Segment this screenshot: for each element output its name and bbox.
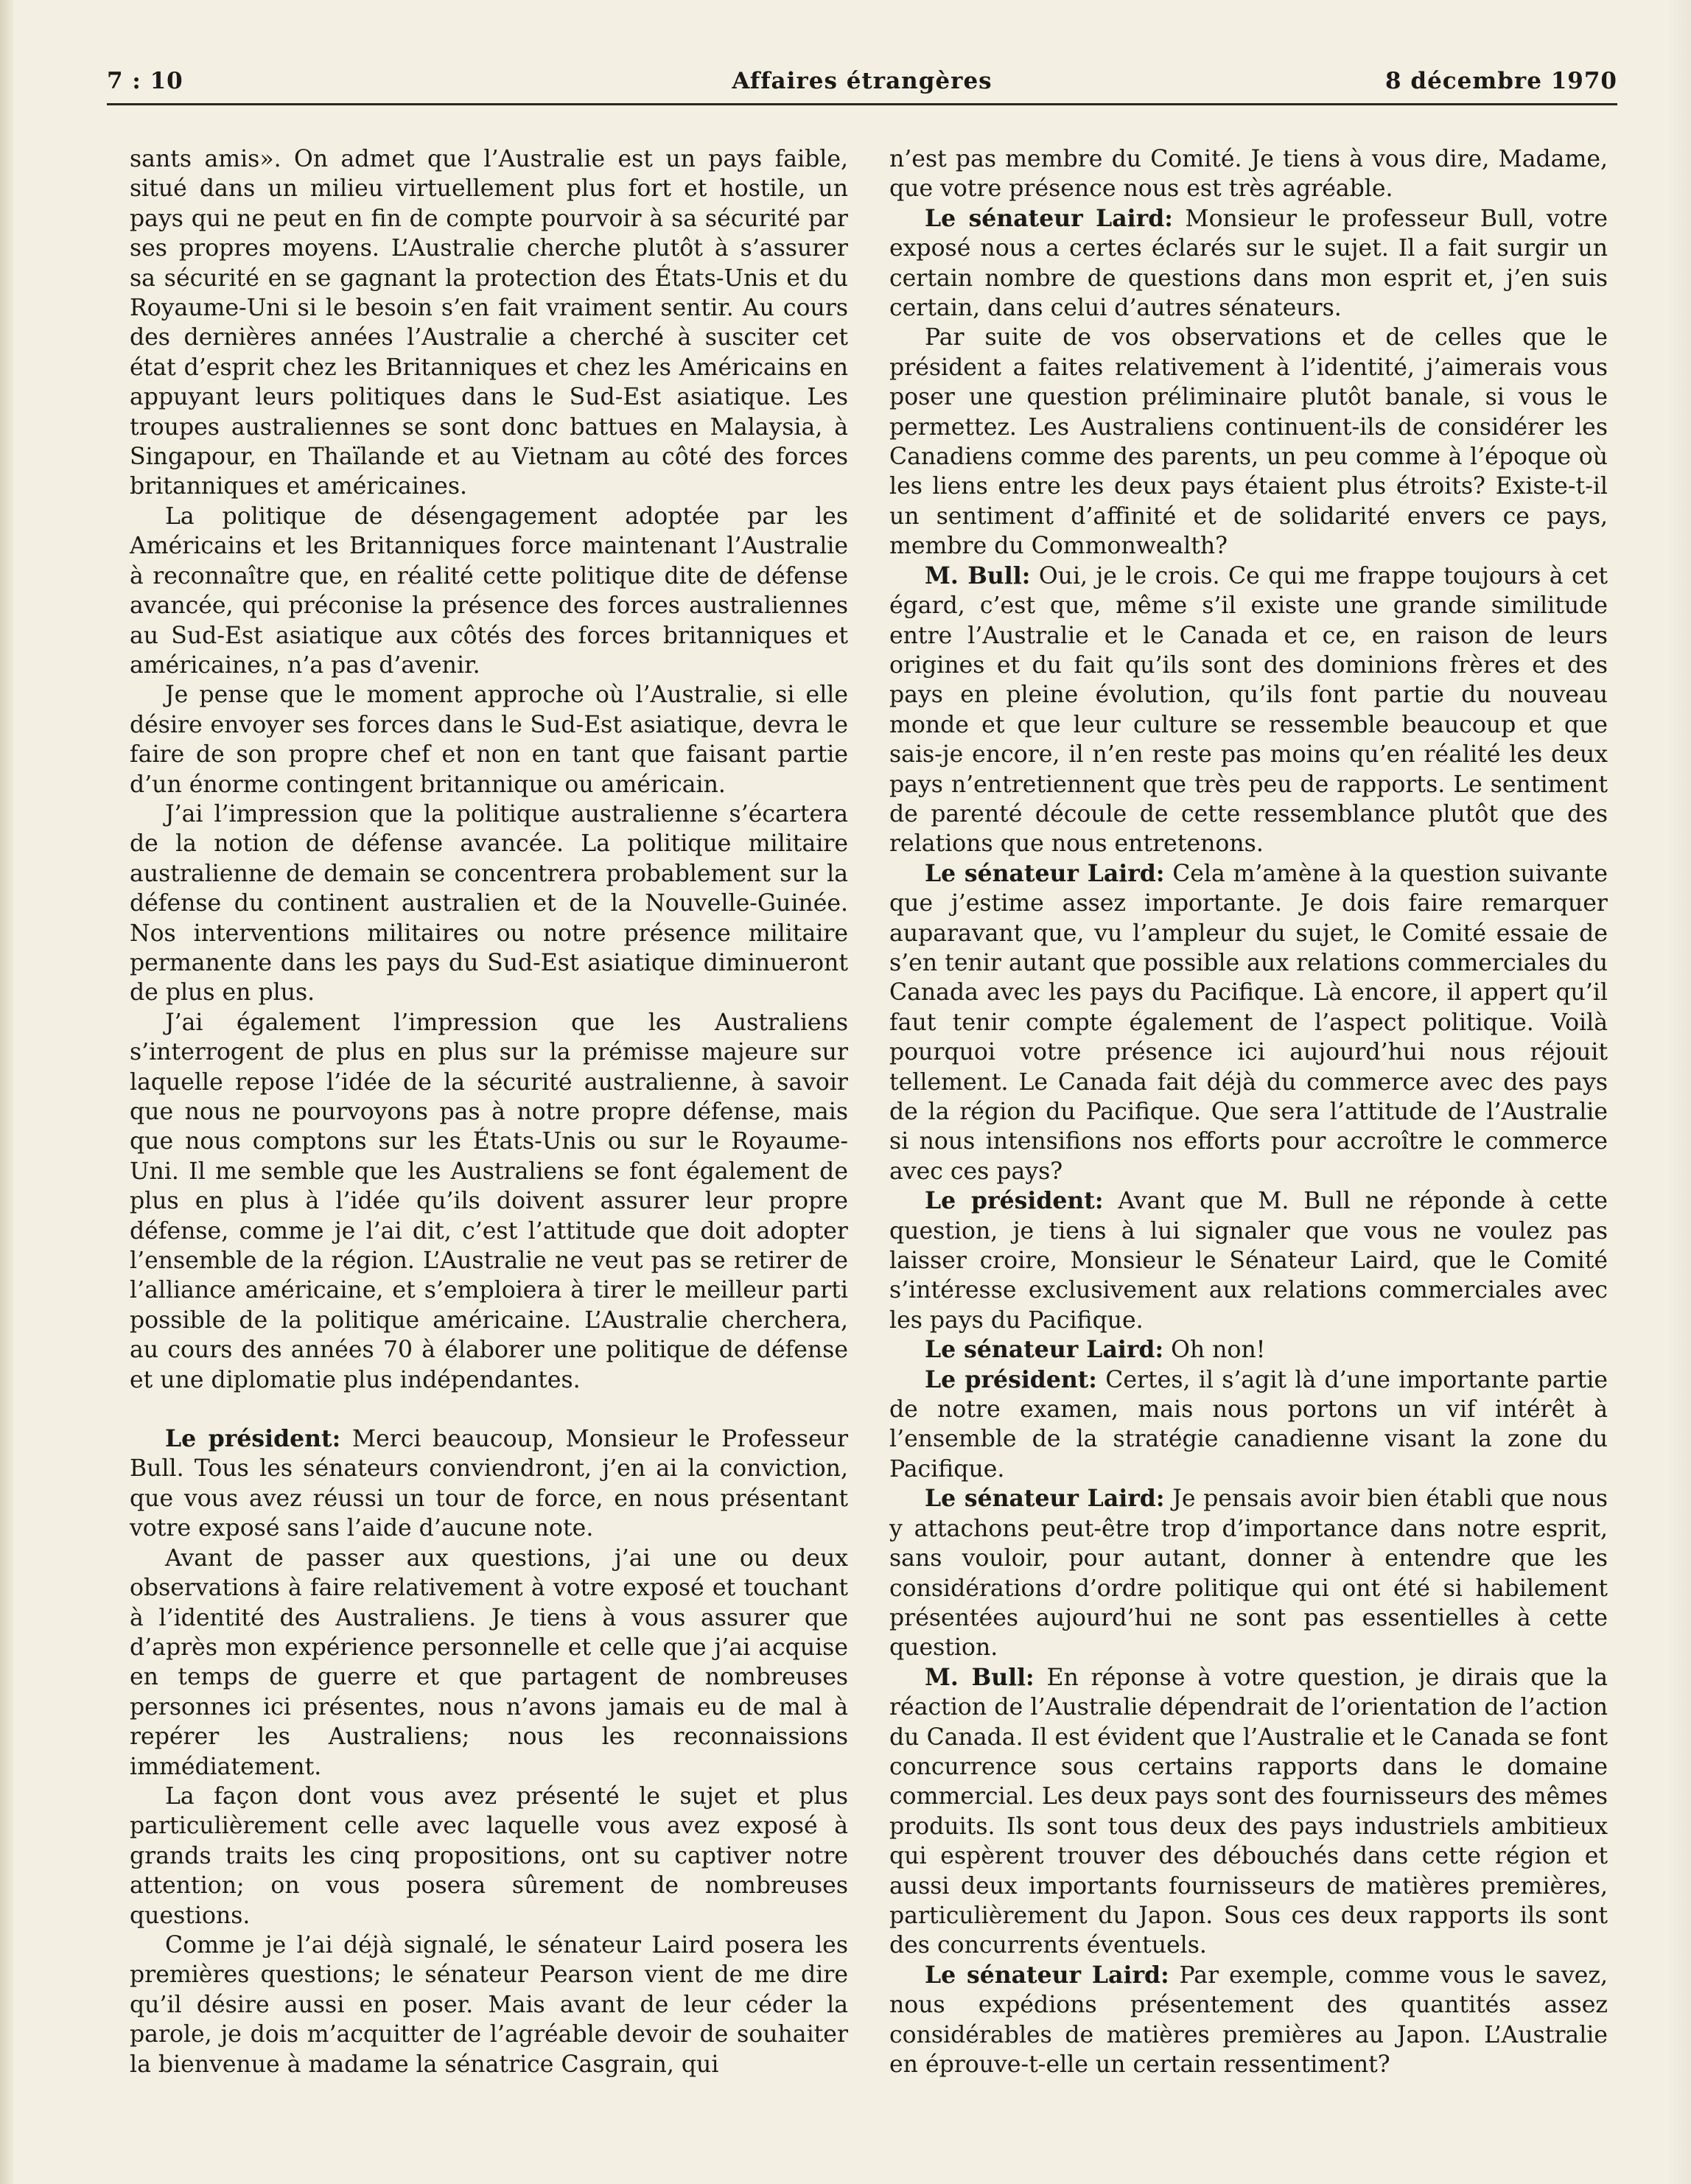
speaker-name: Le sénateur Laird:: [925, 1336, 1164, 1364]
speaker-name: Le sénateur Laird:: [925, 204, 1173, 232]
speaker-paragraph: [889, 1484, 1608, 1662]
speaker-name: Le sénateur Laird:: [925, 1485, 1165, 1513]
header-rule: [107, 103, 1617, 105]
paragraph-text: Merci beaucoup, Monsieur le Professeur Bull. Tous les sénateurs conviendront, j’en ai la conviction, que vous avez réussi un tour de force, en nous présentant votre exposé sans l’aide d’aucune note.: [130, 1426, 849, 1542]
speaker-name: Le sénateur Laird:: [925, 1961, 1169, 1989]
paragraph-text: Avant que M. Bull ne réponde à cette question, je tiens à lui signaler que vous ne voulez pas laisser croire, Monsieur le Sénateur Laird, que le Comité s’intéresse exclusivement aux relations commerciales avec les pays du Pacifique.: [889, 1188, 1608, 1334]
speaker-name: Le président:: [165, 1425, 341, 1453]
speaker-paragraph: [889, 204, 1608, 323]
paragraph-text: Oh non!: [1171, 1337, 1266, 1364]
paragraph-text: Oui, je le crois. Ce qui me frappe toujours à cet égard, c’est que, même s’il existe une grande similitude entre l’Australie et le Canada et ce, en raison de leurs origines et du fait qu’ils sont des dominions frères et des pays en pleine évolution, qu’ils font partie du nouveau monde et que leur culture se ressemble beaucoup et que sais-je encore, il n’en reste pas moins qu’en réalité les deux pays n’entretiennent que très peu de rapports. Le sentiment de parenté découle de cette ressemblance plutôt que des relations que nous entretenons.: [889, 562, 1608, 858]
speaker-paragraph: [130, 1424, 848, 1544]
paragraph-text: En réponse à votre question, je dirais que la réaction de l’Australie dépendrait de l’orientation de l’action du Canada. Il est évident que l’Australie et le Canada se font concurrence sous certains rapports dans le domaine commercial. Les deux pays sont des fournisseurs des mêmes produits. Ils sont tous deux des pays industriels ambitieux qui espèrent trouver des débouchés dans cette région et aussi deux importants fournisseurs de matières premières, particulièrement du Japon. Sous ces deux rapports ils sont des concurrents éventuels.: [889, 1664, 1608, 1959]
paragraph: [889, 323, 1608, 561]
page-number: 7 : 10: [107, 68, 183, 94]
speaker-paragraph: [889, 859, 1608, 1186]
paragraph-text: Avant de passer aux questions, j’ai une ou deux observations à faire relativement à votre exposé et touchant à l’identité des Australiens. Je tiens à vous assurer que d’après mon expérience personnelle et celle que j’ai acquise en temps de guerre et que partagent de nombreuses personnes ici présentes, nous n’avons jamais eu de mal à repérer les Australiens; nous les reconnaissions immédiatement.: [130, 1544, 848, 1780]
speaker-paragraph: [889, 1186, 1608, 1335]
speaker-name: M. Bull:: [925, 561, 1031, 589]
paragraph-text: J’ai également l’impression que les Australiens s’interrogent de plus en plus sur la prémisse majeure sur laquelle repose l’idée de la sécurité australienne, à savoir que nous ne pourvoyons pas à notre propre défense, mais que nous comptons sur les États-Unis ou sur le Royaume-Uni. Il me semble que les Australiens se font également de plus en plus à l’idée qu’ils doivent assurer leur propre défense, comme je l’ai dit, c’est l’attitude que doit adopter l’ensemble de la région. L’Australie ne veut pas se retirer de l’alliance américaine, et s’emploiera à tirer le meilleur parti possible de la politique américaine. L’Australie cherchera, au cours des années 70 à élaborer une politique de défense et une diplomatie plus indépendantes.: [130, 1009, 848, 1393]
paragraph-text: Comme je l’ai déjà signalé, le sénateur Laird posera les premières questions; le sénateur Pearson vient de me dire qu’il désire aussi en poser. Mais avant de leur céder la parole, je dois m’acquitter de l’agréable devoir de souhaiter la bienvenue à madame la sénatrice Casgrain, qui: [130, 1931, 848, 2078]
paragraph: [130, 502, 848, 680]
paragraph-text: Je pense que le moment approche où l’Australie, si elle désire envoyer ses forces dans le Sud-Est asiatique, devra le faire de son propre chef et non en tant que faisant partie d’un énorme contingent britannique ou américain.: [130, 682, 848, 798]
page-binding-edge: [0, 0, 13, 2184]
paragraph-text: Par exemple, comme vous le savez, nous expédions présentement des quantités assez considérables de matières premières au Japon. L’Australie en éprouve-t-elle un certain ressentiment?: [889, 1961, 1608, 2078]
paragraph-text: Je pensais avoir bien établi que nous y attachons peut-être trop d’importance dans notre esprit, sans vouloir, pour autant, donner à entendre que les considérations d’ordre politique qui ont été si habilement présentées aujourd’hui ne sont pas essentielles à cette question.: [889, 1485, 1608, 1662]
speaker-name: Le président:: [925, 1365, 1097, 1393]
publication-title: Affaires étrangères: [732, 68, 992, 94]
paragraph-text: Certes, il s’agit là d’une importante partie de notre examen, mais nous portons un vif intérêt à l’ensemble de la stratégie canadienne visant la zone du Pacifique.: [889, 1366, 1608, 1483]
paragraph-text: n’est pas membre du Comité. Je tiens à vous dire, Madame, que votre présence nous est très agréable.: [889, 146, 1608, 203]
right-column: [889, 144, 1608, 2079]
paragraph: [130, 799, 848, 1008]
paragraph: [130, 144, 848, 502]
paragraph-text: Cela m’amène à la question suivante que j’estime assez importante. Je dois faire remarquer auparavant que, vu l’ampleur du sujet, le Comité essaie de s’en tenir autant que possible aux relations commerciales du Canada avec les pays du Pacifique. Là encore, il appert qu’il faut tenir compte également de l’aspect politique. Voilà pourquoi votre présence ici aujourd’hui nous réjouit tellement. Le Canada fait déjà du commerce avec des pays de la région du Pacifique. Que sera l’attitude de l’Australie si nous intensifions nos efforts pour accroître le commerce avec ces pays?: [889, 860, 1608, 1185]
speaker-paragraph: [889, 1335, 1608, 1365]
paragraph: [130, 1931, 848, 2079]
speaker-name: Le sénateur Laird:: [925, 859, 1165, 887]
speaker-paragraph: [889, 1961, 1608, 2080]
paragraph: [130, 1544, 848, 1782]
paragraph-text: Par suite de vos observations et de celles que le président a faites relativement à l’identité, j’aimerais vous poser une question préliminaire plutôt banale, si vous le permettez. Les Australiens continuent-ils de considérer les Canadiens comme des parents, un peu comme à l’époque où les liens entre les deux pays étaient plus étroits? Existe-t-il un sentiment d’affinité et de solidarité envers ce pays, membre du Commonwealth?: [889, 324, 1608, 560]
paragraph-text: La façon dont vous avez présenté le sujet et plus particulièrement celle avec laquelle vous avez exposé à grands traits les cinq propositions, ont su captiver notre attention; on vous posera sûrement de nombreuses questions.: [130, 1782, 848, 1929]
paragraph-text: sants amis». On admet que l’Australie est un pays faible, situé dans un milieu virtuellement plus fort et hostile, un pays qui ne peut en fin de compte pourvoir à sa sécurité par ses propres moyens. L’Australie cherche plutôt à s’assurer sa sécurité en se gagnant la protection des États-Unis et du Royaume-Uni si le besoin s’en fait vraiment sentir. Au cours des dernières années l’Australie a cherché à susciter cet état d’esprit chez les Britanniques et chez les Américains en appuyant leurs politiques dans le Sud-Est asiatique. Les troupes australiennes se sont donc battues en Malaysia, à Singapour, en Thaïlande et au Vietnam au côté des forces britanniques et américaines.: [130, 146, 848, 500]
speaker-paragraph: [889, 1365, 1608, 1485]
paragraph: [130, 680, 848, 799]
left-column: [130, 144, 848, 2079]
running-header: [107, 68, 1617, 100]
header-date: 8 décembre 1970: [1385, 68, 1617, 94]
speaker-paragraph: [889, 1663, 1608, 1961]
paragraph-text: J’ai l’impression que la politique australienne s’écartera de la notion de défense avancée. La politique militaire australienne de demain se concentrera probablement sur la défense du continent australien et de la Nouvelle-Guinée. Nos interventions militaires ou notre présence militaire permanente dans les pays du Sud-Est asiatique diminueront de plus en plus.: [130, 800, 848, 1007]
paragraph-text: Monsieur le professeur Bull, votre exposé nous a certes éclarés sur le sujet. Il a fait surgir un certain nombre de questions dans mon esprit et, j’en suis certain, dans celui d’autres sénateurs.: [889, 205, 1608, 322]
page-edge-shadow: [1669, 0, 1691, 2184]
paragraph: [889, 144, 1608, 204]
paragraph: [130, 1782, 848, 1931]
paragraph-text: La politique de désengagement adoptée par les Américains et les Britanniques force maintenant l’Australie à reconnaître que, en réalité cette politique dite de défense avancée, qui préconise la présence des forces australiennes au Sud-Est asiatique aux côtés des forces britanniques et américaines, n’a pas d’avenir.: [130, 503, 848, 679]
speaker-paragraph: [889, 561, 1608, 859]
paragraph: [130, 1008, 848, 1395]
speaker-name: Le président:: [925, 1187, 1104, 1215]
speaker-name: M. Bull:: [925, 1663, 1034, 1691]
